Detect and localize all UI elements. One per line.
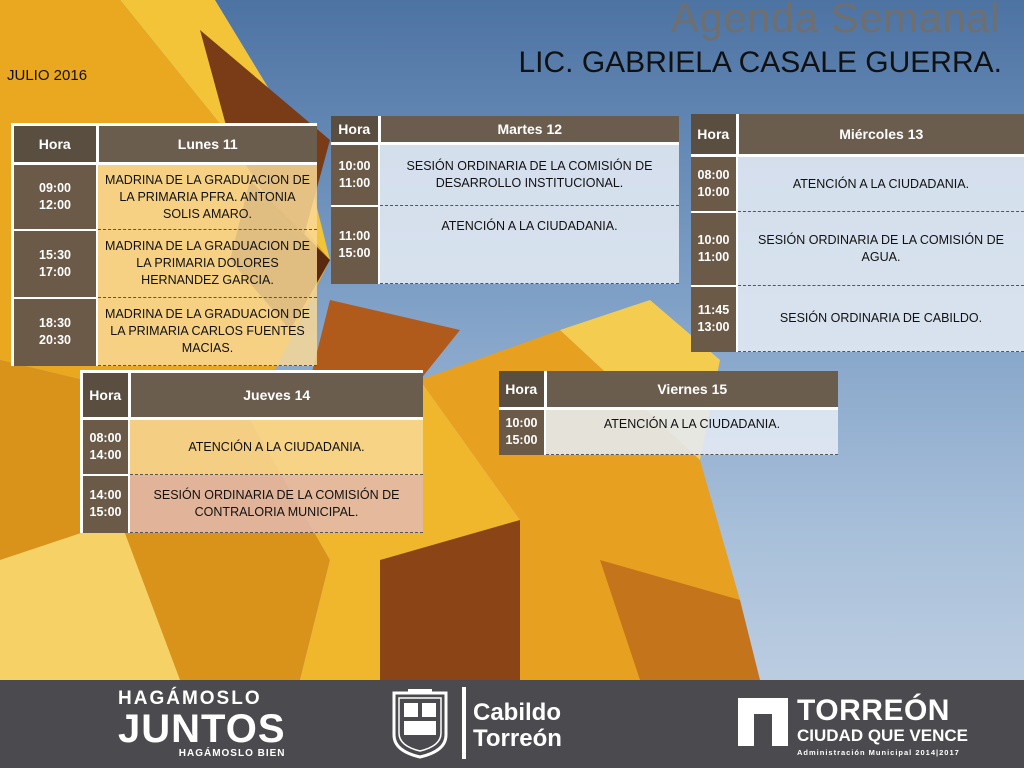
hora-header: Hora [14, 126, 97, 164]
table-row [14, 164, 317, 230]
logo-main-text: JUNTOS [118, 707, 286, 751]
torreon-tagline: CIUDAD QUE VENCE [797, 726, 968, 745]
time-cell: 08:00 14:00 [83, 419, 129, 475]
table-row [691, 212, 1024, 286]
table-row [691, 286, 1024, 352]
table-row [14, 230, 317, 298]
schedule-monday [11, 123, 317, 366]
time-cell: 18:30 20:30 [14, 298, 97, 366]
schedule-tuesday [331, 116, 679, 284]
activity-cell: ATENCIÓN A LA CIUDADANIA. [545, 409, 838, 455]
torreon-tower-icon [738, 698, 788, 746]
hora-header: Hora [83, 373, 129, 419]
table-row [499, 409, 838, 455]
table-row [83, 475, 423, 533]
schedule-thursday [80, 370, 423, 533]
activity-cell: SESIÓN ORDINARIA DE LA COMISIÓN DE AGUA. [737, 212, 1024, 286]
cabildo-torreon-logo [473, 700, 562, 752]
table-row [331, 144, 679, 206]
time-cell: 10:00 11:00 [691, 212, 737, 286]
activity-cell: ATENCIÓN A LA CIUDADANIA. [737, 156, 1024, 212]
page-subtitle: LIC. GABRIELA CASALE GUERRA. [518, 46, 1002, 79]
table-row [14, 298, 317, 366]
month-label: JULIO 2016 [7, 67, 88, 84]
time-cell: 09:00 12:00 [14, 164, 97, 230]
time-cell: 10:00 11:00 [331, 144, 379, 206]
activity-cell: ATENCIÓN A LA CIUDADANIA. [379, 206, 679, 284]
footer-bar [0, 680, 1024, 768]
time-cell: 08:00 10:00 [691, 156, 737, 212]
day-header-wednesday: Miércoles 13 [737, 114, 1024, 156]
torreon-text: Torreón [473, 725, 562, 752]
logo-bottom-text: HAGÁMOSLO BIEN [178, 748, 286, 759]
time-cell: 10:00 15:00 [499, 409, 545, 455]
time-cell: 14:00 15:00 [83, 475, 129, 533]
activity-cell: MADRINA DE LA GRADUACION DE LA PRIMARIA PFRA. ANTONIA SOLIS AMARO. [97, 164, 317, 230]
activity-cell: MADRINA DE LA GRADUACION DE LA PRIMARIA DOLORES HERNANDEZ GARCIA. [97, 230, 317, 298]
torreon-title: TORREÓN [797, 694, 950, 727]
day-header-friday: Viernes 15 [545, 371, 838, 409]
schedule-friday [499, 371, 838, 455]
activity-cell: SESIÓN ORDINARIA DE LA COMISIÓN DE CONTRALORIA MUNICIPAL. [129, 475, 423, 533]
torreon-city-logo [797, 696, 968, 757]
table-row [691, 156, 1024, 212]
time-cell: 11:00 15:00 [331, 206, 379, 284]
hora-header: Hora [331, 116, 379, 144]
logo-divider [462, 687, 466, 759]
table-row [83, 419, 423, 475]
torreon-admin-text: Administración Municipal 2014|2017 [797, 748, 960, 757]
day-header-tuesday: Martes 12 [379, 116, 679, 144]
table-row [331, 206, 679, 284]
cabildo-text: Cabildo [473, 699, 561, 726]
activity-cell: SESIÓN ORDINARIA DE LA COMISIÓN DE DESARROLLO INSTITUCIONAL. [379, 144, 679, 206]
hora-header: Hora [691, 114, 737, 156]
time-cell: 11:45 13:00 [691, 286, 737, 352]
hora-header: Hora [499, 371, 545, 409]
page-title: Agenda Semanal [670, 0, 1000, 41]
time-cell: 15:30 17:00 [14, 230, 97, 298]
schedule-wednesday [691, 114, 1024, 352]
logo-top-text: HAGÁMOSLO [118, 688, 262, 709]
coat-of-arms-icon [390, 687, 450, 759]
activity-cell: MADRINA DE LA GRADUACION DE LA PRIMARIA CARLOS FUENTES MACIAS. [97, 298, 317, 366]
day-header-monday: Lunes 11 [97, 126, 317, 164]
hagamoslo-juntos-logo [118, 688, 286, 759]
day-header-thursday: Jueves 14 [129, 373, 423, 419]
activity-cell: SESIÓN ORDINARIA DE CABILDO. [737, 286, 1024, 352]
activity-cell: ATENCIÓN A LA CIUDADANIA. [129, 419, 423, 475]
